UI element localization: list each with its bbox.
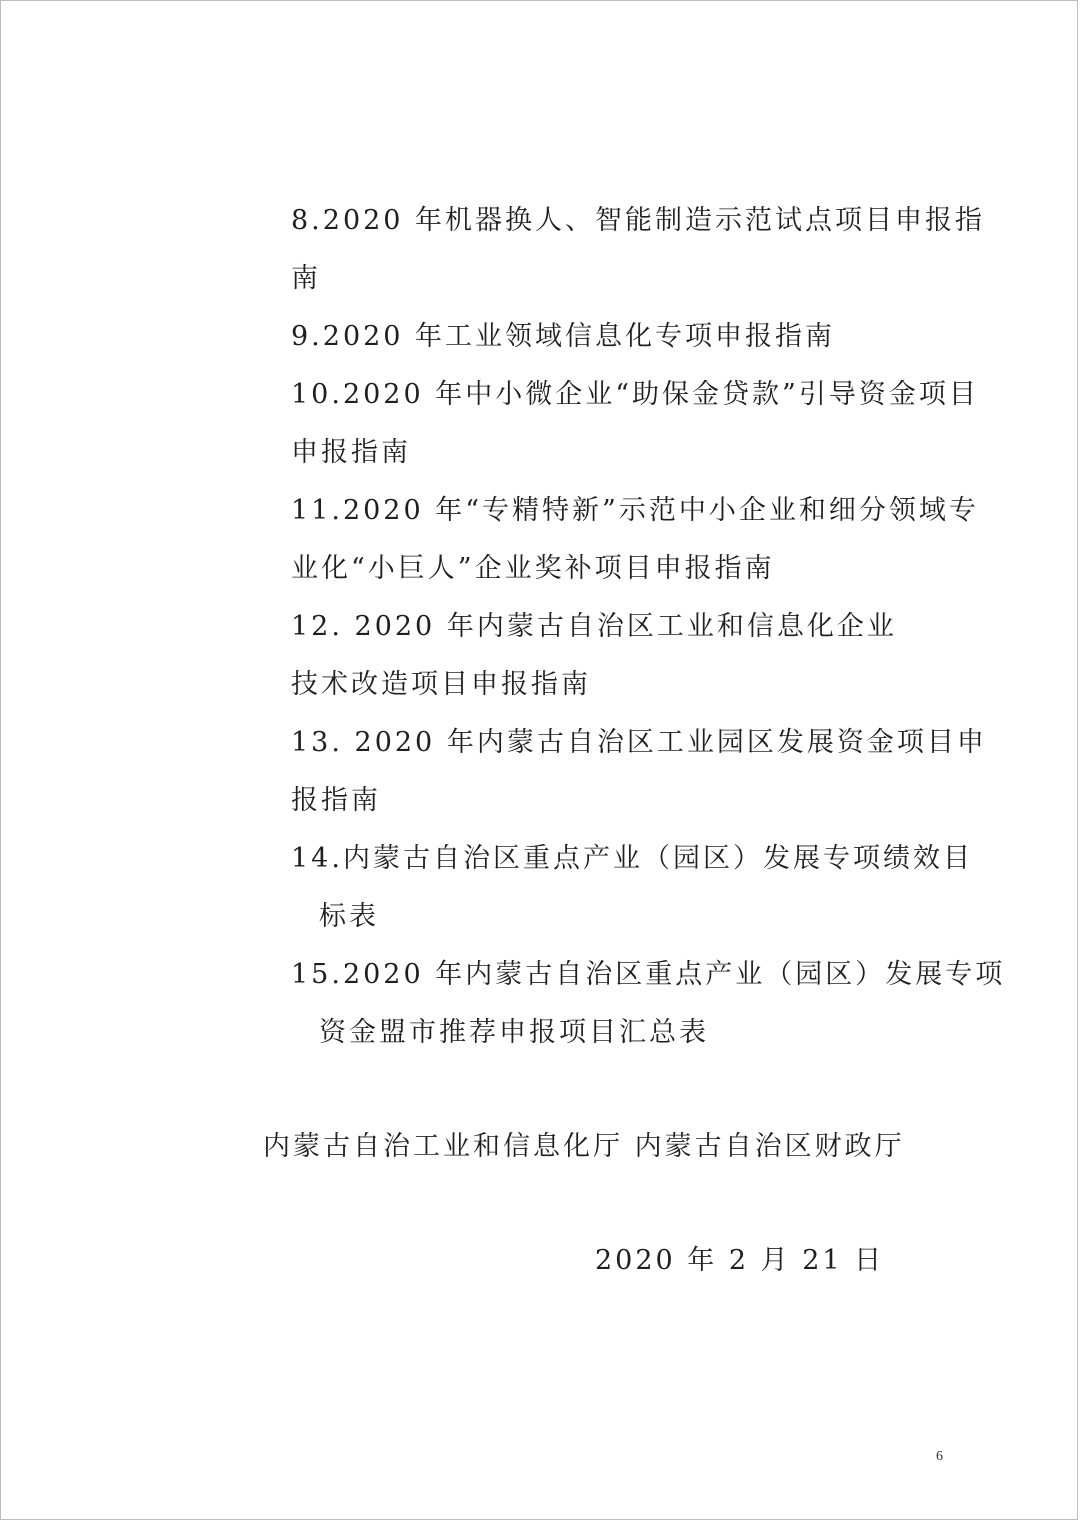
attachment-item-10-line-2: 申报指南 <box>291 437 411 468</box>
attachment-item-12-line-1: 12. 2020 年内蒙古自治区工业和信息化企业 <box>291 611 897 642</box>
attachment-item-12-line-2: 技术改造项目申报指南 <box>291 669 591 700</box>
attachment-item-8-line-1: 8.2020 年机器换人、智能制造示范试点项目申报指 <box>291 205 986 236</box>
attachment-item-14-line-1: 14.内蒙古自治区重点产业（园区）发展专项绩效目 <box>291 843 973 874</box>
attachment-item-8-line-2: 南 <box>291 263 321 294</box>
attachment-item-15-line-1: 15.2020 年内蒙古自治区重点产业（园区）发展专项 <box>291 959 1006 990</box>
attachment-item-11-line-2: 业化“小巨人”企业奖补项目申报指南 <box>291 553 775 584</box>
page-number: 6 <box>936 1449 943 1464</box>
attachment-item-15-line-2: 资金盟市推荐申报项目汇总表 <box>319 1017 709 1048</box>
issuing-authorities: 内蒙古自治工业和信息化厅 内蒙古自治区财政厅 <box>263 1131 905 1162</box>
attachment-item-13-line-1: 13. 2020 年内蒙古自治区工业园区发展资金项目申 <box>291 727 987 758</box>
attachment-item-13-line-2: 报指南 <box>291 785 381 816</box>
attachment-item-9-line-1: 9.2020 年工业领域信息化专项申报指南 <box>291 321 836 352</box>
issue-date: 2020 年 2 月 21 日 <box>595 1245 885 1276</box>
attachment-item-14-line-2: 标表 <box>319 901 379 932</box>
attachment-item-11-line-1: 11.2020 年“专精特新”示范中小企业和细分领域专 <box>291 495 979 526</box>
attachment-item-10-line-1: 10.2020 年中小微企业“助保金贷款”引导资金项目 <box>291 379 979 410</box>
